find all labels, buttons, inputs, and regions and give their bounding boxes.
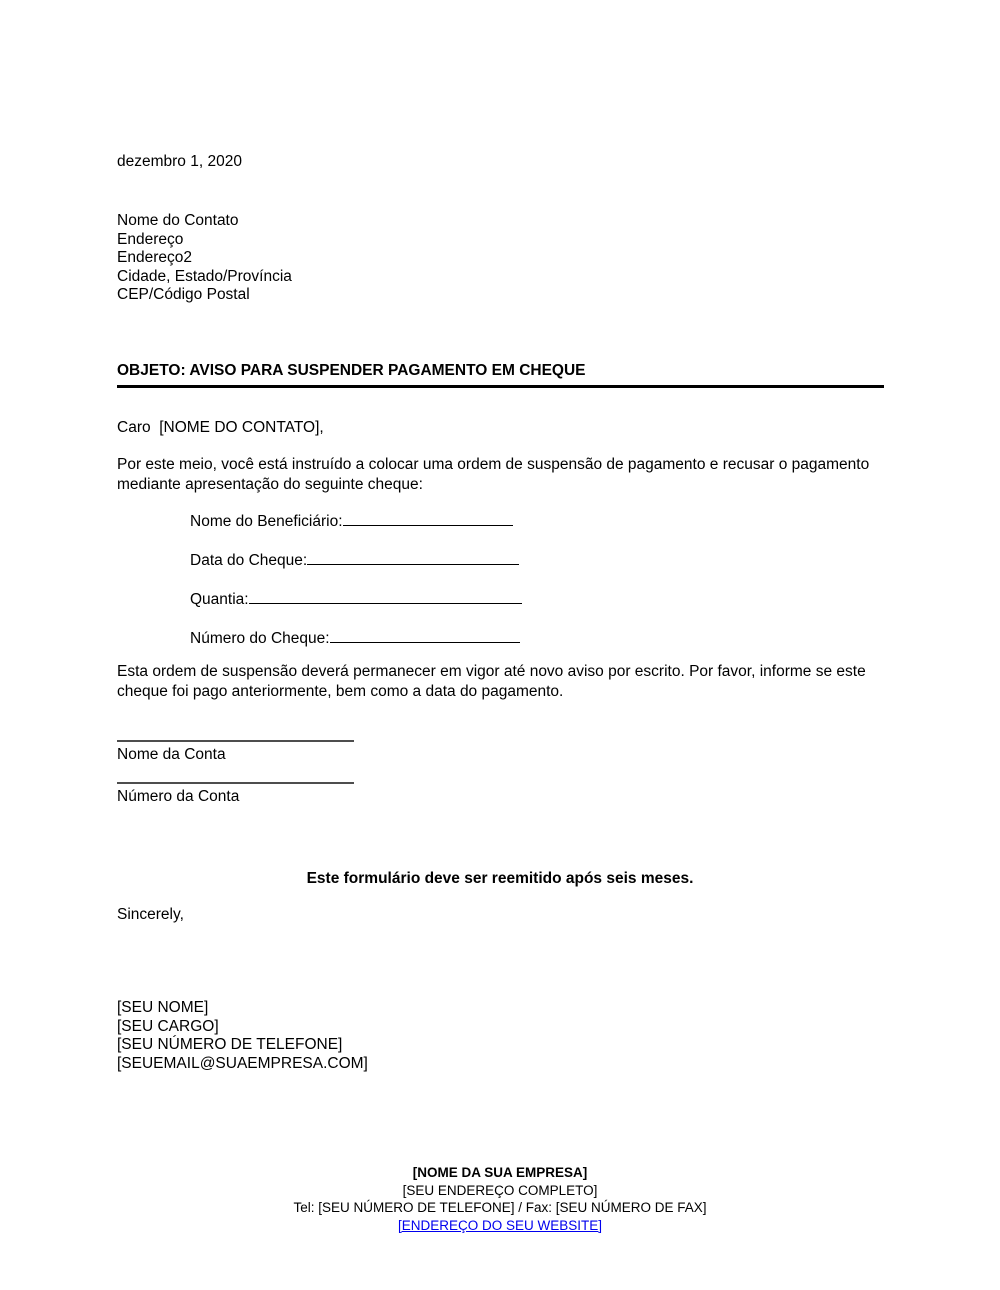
- sender-email: [SEUEMAIL@SUAEMPRESA.COM]: [117, 1054, 368, 1072]
- field-label-payee-name: Nome do Beneficiário:: [190, 513, 343, 530]
- account-number-signature-line[interactable]: [117, 782, 354, 784]
- account-number-field: [117, 782, 354, 806]
- reissue-notice: Este formulário deve ser reemitido após seis meses.: [306, 870, 694, 887]
- check-details-fields: [190, 512, 610, 668]
- salutation: [117, 418, 324, 438]
- recipient-line-name: Nome do Contato: [117, 212, 239, 229]
- field-label-check-number: Número do Cheque:: [190, 630, 330, 647]
- page-footer: [0, 1164, 1000, 1234]
- field-blank-amount[interactable]: [249, 590, 522, 604]
- recipient-line-address2: Endereço2: [117, 249, 192, 267]
- field-blank-payee-name[interactable]: [343, 512, 513, 526]
- field-row-check-date: [190, 551, 610, 590]
- signoff-text: Sincerely,: [117, 906, 184, 923]
- recipient-line-postal-code: CEP/Código Postal: [117, 286, 250, 304]
- recipient-line-address1: Endereço: [117, 230, 184, 248]
- recipient-line-city-state: Cidade, Estado/Província: [117, 267, 292, 285]
- field-row-amount: [190, 590, 610, 629]
- footer-website-link[interactable]: [ENDEREÇO DO SEU WEBSITE]: [397, 1217, 603, 1233]
- subject-heading: OBJETO: AVISO PARA SUSPENDER PAGAMENTO EM CHEQUE: [117, 362, 586, 379]
- footer-website-link-wrapper: [0, 1217, 1000, 1235]
- sender-name: [SEU NOME]: [117, 999, 209, 1016]
- account-number-label: Número da Conta: [117, 788, 240, 805]
- field-label-amount: Quantia:: [190, 591, 249, 608]
- account-name-field: [117, 740, 354, 764]
- subject-block: [117, 361, 884, 388]
- intro-paragraph-text: Por este meio, você está instruído a colocar uma ordem de suspensão de pagamento e recusar o pagamento mediante apresentação do seguinte cheque:: [117, 456, 874, 493]
- date-text: dezembro 1, 2020: [117, 153, 242, 170]
- footer-company-name: [NOME DA SUA EMPRESA]: [412, 1165, 588, 1180]
- recipient-address-block: [117, 212, 292, 305]
- field-label-check-date: Data do Cheque:: [190, 552, 308, 569]
- signoff: [117, 905, 184, 925]
- field-row-payee-name: [190, 512, 610, 551]
- closing-paragraph-text: Esta ordem de suspensão deverá permanecer em vigor até novo aviso por escrito. Por favor, informe se este cheque foi pago anteriormente, bem como a data do pagamento.: [117, 663, 870, 700]
- footer-address: [SEU ENDEREÇO COMPLETO]: [402, 1182, 598, 1198]
- footer-contact: Tel: [SEU NÚMERO DE TELEFONE] / Fax: [SEU NÚMERO DE FAX]: [293, 1200, 707, 1215]
- field-blank-check-date[interactable]: [307, 551, 519, 565]
- subject-divider: [117, 385, 884, 388]
- field-blank-check-number[interactable]: [330, 629, 520, 643]
- sender-block: [117, 999, 368, 1073]
- account-name-label: Nome da Conta: [117, 746, 226, 763]
- sender-title: [SEU CARGO]: [117, 1017, 219, 1035]
- account-name-signature-line[interactable]: [117, 740, 354, 742]
- salutation-text: Caro [NOME DO CONTATO],: [117, 419, 324, 436]
- letter-date: [117, 152, 242, 172]
- intro-paragraph: [117, 455, 879, 494]
- sender-phone: [SEU NÚMERO DE TELEFONE]: [117, 1036, 343, 1054]
- closing-paragraph: [117, 662, 879, 701]
- account-signature-block: [117, 740, 354, 824]
